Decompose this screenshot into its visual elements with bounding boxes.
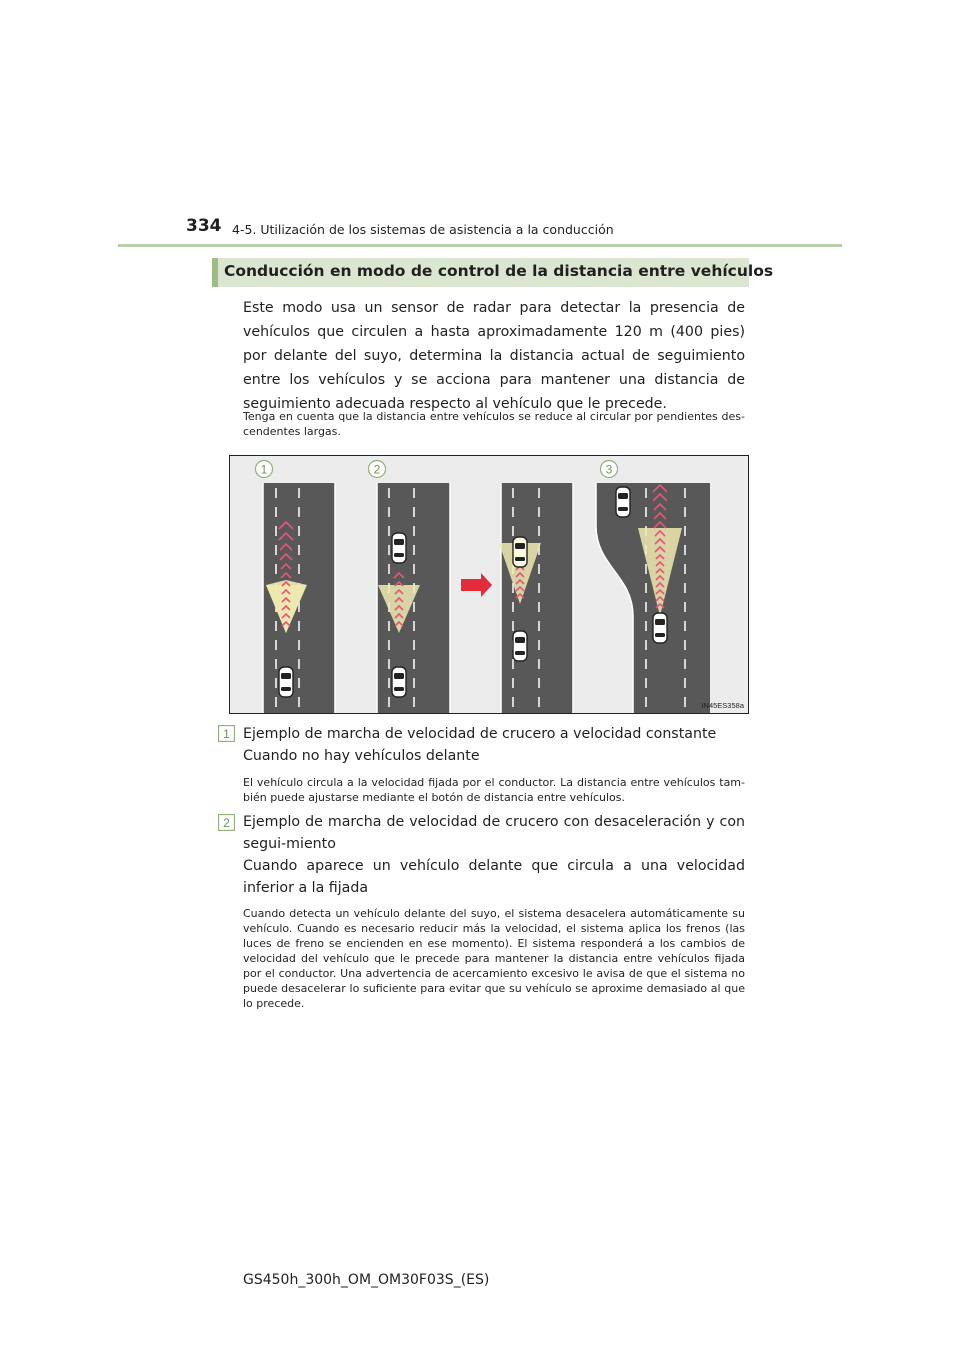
svg-text:1: 1 xyxy=(260,462,268,477)
road-1 xyxy=(263,483,335,713)
section-header: 4-5. Utilización de los sistemas de asistencia a la conducción xyxy=(232,222,614,237)
item-2-title: Ejemplo de marcha de velocidad de crucero con desaceleración y con segui-miento xyxy=(243,814,745,852)
step-marker-3 xyxy=(601,461,618,478)
footer-document-code: GS450h_300h_OM_OM30F03S_(ES) xyxy=(243,1272,490,1288)
section-title: Conducción en modo de control de la distancia entre vehículos xyxy=(224,262,774,280)
intro-paragraph: Este modo usa un sensor de radar para detectar la presencia de vehículos que circulen a hasta aproximadamente 120 m (400 pies) por delante del suyo, determina la distancia actual de seguimiento entre los vehículos y se acciona para mantener una distancia de seguimiento adecuada respecto al vehículo que le precede. xyxy=(243,300,745,412)
item-1-title: Ejemplo de marcha de velocidad de crucero a velocidad constante xyxy=(243,726,717,742)
road-3 xyxy=(499,483,573,713)
item-1-description: El vehículo circula a la velocidad fijada por el conductor. La distancia entre vehículos tam-bién puede ajustarse mediante el botón de distancia entre vehículos. xyxy=(243,776,745,804)
svg-text:2: 2 xyxy=(373,462,381,477)
page-number: 334 xyxy=(186,216,222,236)
item-2-description: Cuando detecta un vehículo delante del suyo, el sistema desacelera automáticamente su vehículo. Cuando es necesario reducir más la velocidad, el sistema aplica los frenos (las luces de freno se encienden en ese momento). El sistema responderá a los cambios de velocidad del vehículo que le precede para mantener la distancia entre vehículos fijada por el conductor. Una advertencia de acercamiento excesivo le avisa de que el sistema no puede desacelerar lo suficiente para evitar que su vehículo se aproxime demasiado al que lo precede. xyxy=(243,907,745,1010)
transition-arrow xyxy=(461,573,492,597)
item-number-1-icon xyxy=(218,725,235,742)
step-marker-1 xyxy=(256,461,273,478)
step-marker-2 xyxy=(369,461,386,478)
road-2 xyxy=(377,483,450,713)
figure-code: IN45ES358a xyxy=(701,701,744,710)
item-number-2-icon xyxy=(218,814,235,831)
svg-text:3: 3 xyxy=(605,462,613,477)
svg-text:2: 2 xyxy=(223,816,230,830)
note-paragraph: Tenga en cuenta que la distancia entre vehículos se reduce al circular por pendientes des-cendentes largas. xyxy=(243,410,745,438)
radar-diagram xyxy=(229,455,749,714)
header-divider xyxy=(118,244,842,247)
svg-text:1: 1 xyxy=(223,727,230,741)
road-4 xyxy=(596,483,710,713)
item-2-subtitle: Cuando aparece un vehículo delante que circula a una velocidad inferior a la fijada xyxy=(243,858,745,896)
item-1-subtitle: Cuando no hay vehículos delante xyxy=(243,748,480,764)
